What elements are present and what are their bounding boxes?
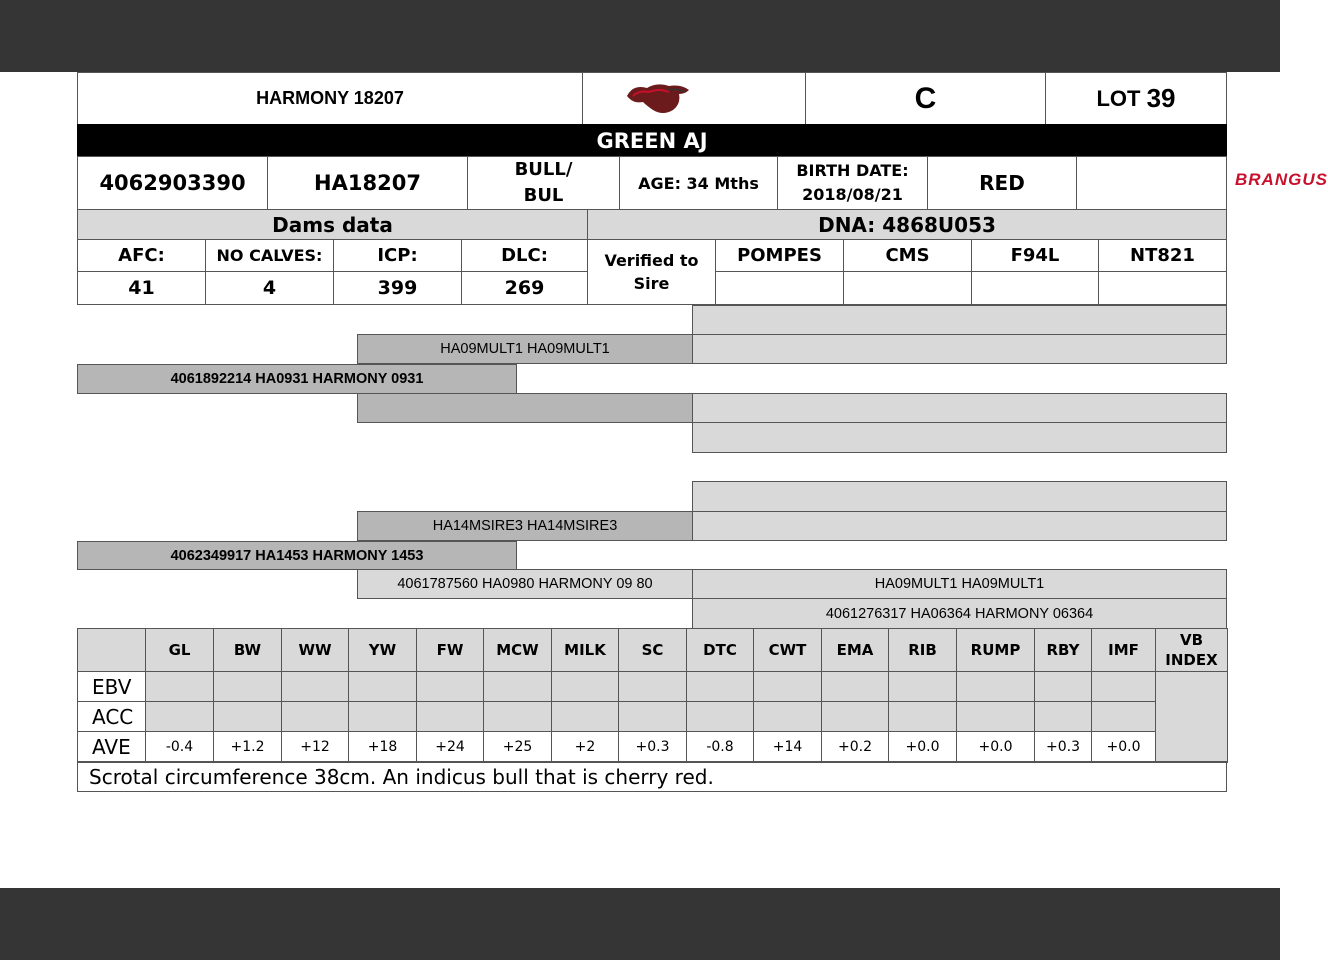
ebv-cell-ave-rib: +0.0 [888,731,957,763]
ebv-cell-acc-dtc [686,701,754,732]
ebv-cell-ave-yw: +18 [348,731,417,763]
animal-age: AGE: 34 Mths [619,156,778,210]
ebv-cell-ave-milk: +2 [551,731,619,763]
ebv-cell-ebv-sc [618,671,687,702]
dams-header-icp: ICP: [333,239,462,272]
ebv-cell-ebv-cwt [753,671,822,702]
verified-line2: Sire [633,274,670,293]
ebv-cell-acc-sc [618,701,687,732]
ebv-header-rby: RBY [1034,628,1092,672]
ebv-header-yw: YW [348,628,417,672]
ebv-cell-acc-gl [145,701,214,732]
dams-header-calves: NO CALVES: [205,239,334,272]
lot-label: LOT [1096,85,1141,111]
vb-index-line2: INDEX [1165,651,1218,669]
ped-dsd [692,511,1227,541]
dna-test-f94l: F94L [971,239,1099,272]
ebv-row-label-ave: AVE [77,731,146,763]
animal-color: RED [927,156,1077,210]
grade: C [805,72,1046,125]
ped-dam: 4062349917 HA1453 HARMONY 1453 [77,541,517,570]
ebv-cell-ave-ema: +0.2 [821,731,889,763]
animal-code: HA18207 [267,156,468,210]
owner-name: GREEN AJ [77,124,1227,157]
verified-line1: Verified to [604,251,699,270]
lot [1045,72,1227,125]
ped-sdd [692,422,1227,453]
ped-sire: 4061892214 HA0931 HARMONY 0931 [77,364,517,394]
dna-result-cms [843,271,972,305]
bull-head-icon [623,78,693,118]
ebv-header-fw: FW [416,628,484,672]
birth-value: 2018/08/21 [802,185,903,204]
ebv-cell-acc-rump [956,701,1035,732]
vb-index-header [1155,628,1228,672]
dna-result-f94l [971,271,1099,305]
ebv-corner [77,628,146,672]
vb-index-value [1155,671,1228,763]
dams-value-afc: 41 [77,271,206,305]
dna-title: DNA: 4868U053 [587,209,1227,240]
ebv-cell-ave-sc: +0.3 [618,731,687,763]
ped-dam-dam-dam: 4061276317 HA06364 HARMONY 06364 [692,598,1227,629]
comment: Scrotal circumference 38cm. An indicus bull that is cherry red. [77,761,1227,792]
ebv-cell-ebv-mcw [483,671,552,702]
ped-dss [692,481,1227,512]
animal-name: HARMONY 18207 [77,72,583,125]
ebv-cell-acc-milk [551,701,619,732]
dna-test-cms: CMS [843,239,972,272]
dna-result-pompes [715,271,844,305]
dams-header-afc: AFC: [77,239,206,272]
sex-line1: BULL/ [514,159,573,180]
ebv-cell-ebv-imf [1091,671,1156,702]
ebv-cell-ebv-rump [956,671,1035,702]
ebv-header-cwt: CWT [753,628,822,672]
ebv-cell-ave-bw: +1.2 [213,731,282,763]
ebv-cell-acc-rib [888,701,957,732]
dams-value-dlc: 269 [461,271,588,305]
ped-dam-dam-sire: HA09MULT1 HA09MULT1 [692,569,1227,599]
ped-sire-sire: HA09MULT1 HA09MULT1 [357,334,693,364]
animal-sex [467,156,620,210]
ebv-header-bw: BW [213,628,282,672]
ped-dam-sire: HA14MSIRE3 HA14MSIRE3 [357,511,693,541]
ebv-header-imf: IMF [1091,628,1156,672]
ebv-cell-ave-cwt: +14 [753,731,822,763]
dams-value-calves: 4 [205,271,334,305]
ebv-cell-acc-ema [821,701,889,732]
animal-id: 4062903390 [77,156,268,210]
ebv-cell-ebv-milk [551,671,619,702]
ped-sire-dam [357,393,693,423]
logo-text: BRANGUS [1235,170,1328,189]
ebv-header-milk: MILK [551,628,619,672]
ebv-cell-ave-fw: +24 [416,731,484,763]
ebv-cell-acc-rby [1034,701,1092,732]
ebv-cell-acc-mcw [483,701,552,732]
ebv-cell-ebv-ww [281,671,349,702]
dna-result-nt821 [1098,271,1227,305]
ebv-cell-acc-bw [213,701,282,732]
ebv-cell-ebv-fw [416,671,484,702]
birth-date [777,156,928,210]
ebv-row-label-acc: ACC [77,701,146,732]
bottom-bar [0,888,1280,960]
ebv-cell-ebv-bw [213,671,282,702]
ebv-cell-ave-mcw: +25 [483,731,552,763]
ped-dam-dam: 4061787560 HA0980 HARMONY 09 80 [357,569,693,599]
lot-number: 39 [1146,83,1176,113]
ebv-row-label-ebv: EBV [77,671,146,702]
ebv-cell-acc-fw [416,701,484,732]
verified-to-sire [587,239,716,305]
ebv-cell-ave-dtc: -0.8 [686,731,754,763]
ebv-cell-ebv-gl [145,671,214,702]
ebv-header-rump: RUMP [956,628,1035,672]
ebv-header-dtc: DTC [686,628,754,672]
ebv-header-ww: WW [281,628,349,672]
ebv-header-mcw: MCW [483,628,552,672]
ebv-cell-ebv-yw [348,671,417,702]
ebv-cell-acc-imf [1091,701,1156,732]
ebv-cell-ebv-rby [1034,671,1092,702]
top-bar [0,0,1280,72]
dams-header-dlc: DLC: [461,239,588,272]
birth-label: BIRTH DATE: [796,161,909,180]
ebv-cell-ebv-rib [888,671,957,702]
ped-sss [692,305,1227,335]
ped-ssd [692,334,1227,364]
dams-data-title: Dams data [77,209,588,240]
dams-value-icp: 399 [333,271,462,305]
ebv-cell-acc-ww [281,701,349,732]
ebv-cell-acc-cwt [753,701,822,732]
dna-test-pompes: POMPES [715,239,844,272]
ebv-cell-acc-yw [348,701,417,732]
ebv-cell-ave-rump: +0.0 [956,731,1035,763]
ebv-cell-ave-ww: +12 [281,731,349,763]
vb-index-line1: VB [1179,631,1204,649]
dna-test-nt821: NT821 [1098,239,1227,272]
ebv-cell-ave-imf: +0.0 [1091,731,1156,763]
ped-sds [692,393,1227,423]
ebv-header-sc: SC [618,628,687,672]
sex-line2: BUL [523,185,564,206]
ebv-header-rib: RIB [888,628,957,672]
ebv-cell-ave-rby: +0.3 [1034,731,1092,763]
ebv-header-gl: GL [145,628,214,672]
ebv-cell-ave-gl: -0.4 [145,731,214,763]
ebv-cell-ebv-ema [821,671,889,702]
ebv-cell-ebv-dtc [686,671,754,702]
empty-info-cell [1076,156,1227,210]
ebv-header-ema: EMA [821,628,889,672]
